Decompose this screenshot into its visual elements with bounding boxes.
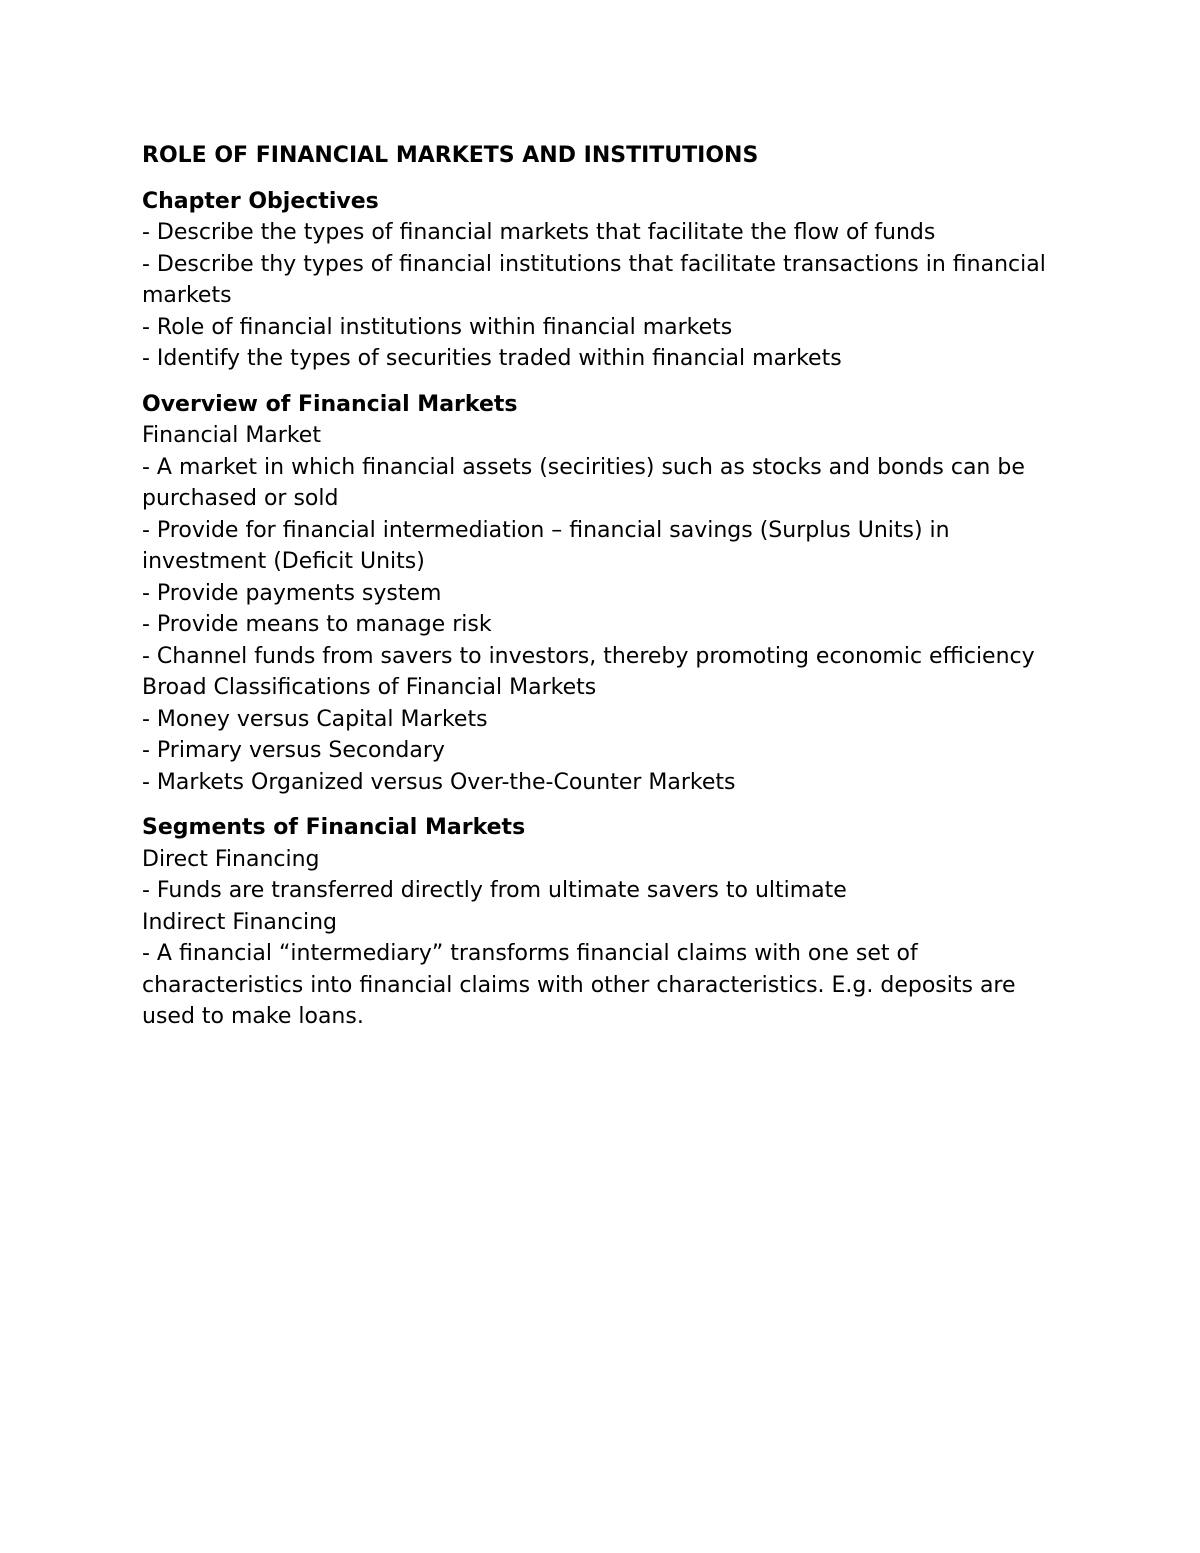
financial-market-item: - Provide means to manage risk xyxy=(142,612,492,637)
classification-item: - Primary versus Secondary xyxy=(142,738,445,763)
document-body xyxy=(142,140,1062,1047)
direct-financing-label: Direct Financing xyxy=(142,846,320,872)
financial-market-item: - Provide payments system xyxy=(142,580,442,606)
objective-item: - Role of financial institutions within financial markets xyxy=(142,314,733,340)
classifications-label: Broad Classifications of Financial Markets xyxy=(142,675,597,700)
indirect-financing-item: - A financial “intermediary” transforms financial claims with one set of characteristics into financial claims with other characteristics. E.g. deposits are used to make loans. xyxy=(142,941,1016,1029)
classification-item: - Markets Organized versus Over-the-Counter Markets xyxy=(142,769,736,795)
financial-market-item: - Provide for financial intermediation – financial savings (Surplus Units) in investment (Deficit Units) xyxy=(142,517,950,574)
objective-item: - Describe thy types of financial institutions that facilitate transactions in financial markets xyxy=(142,251,1046,308)
direct-financing-item: - Funds are transferred directly from ultimate savers to ultimate xyxy=(142,878,847,903)
financial-market-item: - Channel funds from savers to investors, thereby promoting economic efficiency xyxy=(142,643,1035,669)
objective-item: - Identify the types of securities traded within financial markets xyxy=(142,346,842,371)
overview-section xyxy=(142,389,1062,799)
segments-heading: Segments of Financial Markets xyxy=(142,815,526,840)
overview-heading: Overview of Financial Markets xyxy=(142,391,518,417)
chapter-objectives-section xyxy=(142,186,1062,375)
objective-item: - Describe the types of financial markets that facilitate the flow of funds xyxy=(142,220,936,245)
financial-market-item: - A market in which financial assets (secirities) such as stocks and bonds can be purchased or sold xyxy=(142,454,1025,511)
financial-market-label: Financial Market xyxy=(142,423,321,448)
indirect-financing-label: Indirect Financing xyxy=(142,909,337,935)
classification-item: - Money versus Capital Markets xyxy=(142,706,488,732)
segments-section xyxy=(142,812,1062,1033)
chapter-objectives-heading: Chapter Objectives xyxy=(142,188,379,214)
document-title: ROLE OF FINANCIAL MARKETS AND INSTITUTIONS xyxy=(142,143,759,168)
